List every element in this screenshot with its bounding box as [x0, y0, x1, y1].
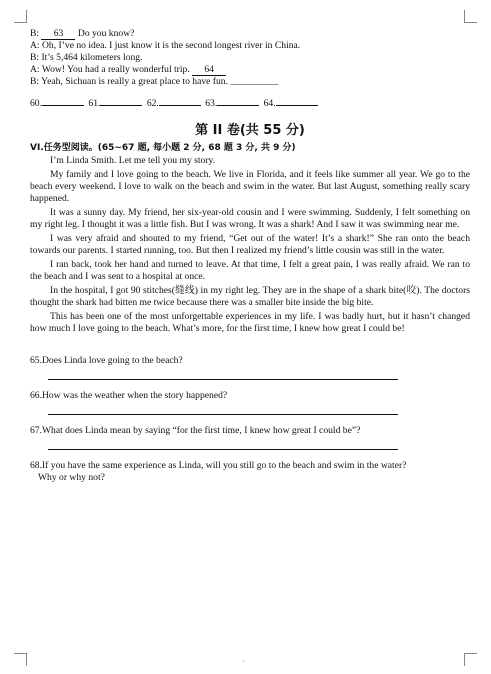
corner-mark-top-left [14, 10, 27, 23]
answer-blank-61[interactable] [100, 105, 142, 106]
dialogue-line: B: 63 Do you know? [30, 28, 135, 39]
passage-paragraph: In the hospital, I got 90 stitches(缝线) in my right leg. They are in the shape of a shark bite(咬). The doctors thought the shark had bitten me twice because there was a smaller bite inside the big bite. [30, 285, 470, 308]
dialogue-line: B: It’s 5,464 kilometers long. [30, 52, 143, 63]
passage-paragraph: I’m Linda Smith. Let me tell you my story. [50, 155, 216, 166]
answer-line-65[interactable] [48, 367, 398, 380]
question-text: 66.How was the weather when the story happened? [30, 390, 228, 401]
blank-63[interactable]: 63 [41, 28, 75, 40]
exam-page [30, 28, 470, 484]
corner-mark-top-right [464, 10, 477, 23]
passage-paragraph: This has been one of the most unforgettable experiences in my life. I was badly hurt, but it hasn’t changed how much I love going to the beach. What’s more, for the first time, I knew how great I could be! [30, 311, 470, 334]
answer-blank-62[interactable] [159, 105, 201, 106]
answer-blank-60[interactable] [42, 105, 84, 106]
answer-line-66[interactable] [48, 402, 398, 415]
corner-mark-bottom-right [464, 653, 477, 666]
passage-paragraph: My family and I love going to the beach. We live in Florida, and it feels like summer all year. We go to the beach every weekend. I love to walk on the beach and swim in the water. But last August, something really scary happened. [30, 169, 470, 204]
answer-blank-63[interactable] [217, 105, 259, 106]
passage-paragraph: I was very afraid and shouted to my friend, “Get out of the water! It’s a shark!” She ran onto the beach towards our parents. I started running, too. But then I realized my friend’s little cousin was still in the water. [30, 233, 470, 256]
dialogue [30, 28, 470, 88]
answer-blank-64[interactable] [276, 105, 318, 106]
question-text: 65.Does Linda love going to the beach? [30, 355, 183, 366]
question-text: 67.What does Linda mean by saying “for the first time, I knew how great I could be”? [30, 425, 361, 436]
section-title: 第 II 卷(共 55 分) [195, 123, 305, 138]
passage-paragraph: I ran back, took her hand and turned to leave. At that time, I felt a great pain, I was really afraid. We ran to the beach and I was sent to a hospital at once. [30, 259, 470, 282]
question-subtext: Why or why not? [38, 472, 105, 483]
blank-64[interactable]: 64 [192, 64, 226, 76]
question-text: 68.If you have the same experience as Linda, will you still go to the beach and swim in the water? [30, 460, 407, 471]
question-67 [30, 425, 470, 450]
reading-passage [30, 155, 470, 335]
answer-blanks: 60. 61. 62. 63. 64. [30, 98, 470, 110]
question-66 [30, 390, 470, 415]
dialogue-line: B: Yeah, Sichuan is really a great place to have fun. __________ [30, 76, 279, 87]
section-heading: VI.任务型阅读。(65~67 题, 每小题 2 分, 68 题 3 分, 共 9 分) [30, 143, 296, 153]
answer-line-67[interactable] [48, 437, 398, 450]
question-68 [30, 460, 470, 484]
dialogue-line: A: Oh, I’ve no idea. I just know it is the second longest river in China. [30, 40, 301, 51]
page-footer-mark: · [242, 657, 245, 666]
passage-paragraph: It was a sunny day. My friend, her six-year-old cousin and I were swimming. Suddenly, I felt something on my right leg. I thought it was a little fish. But I was wrong. It was a shark! And I saw it was swimming near me. [30, 207, 470, 230]
corner-mark-bottom-left [14, 653, 27, 666]
dialogue-line: A: Wow! You had a really wonderful trip. 64 [30, 64, 470, 76]
question-65 [30, 355, 470, 380]
